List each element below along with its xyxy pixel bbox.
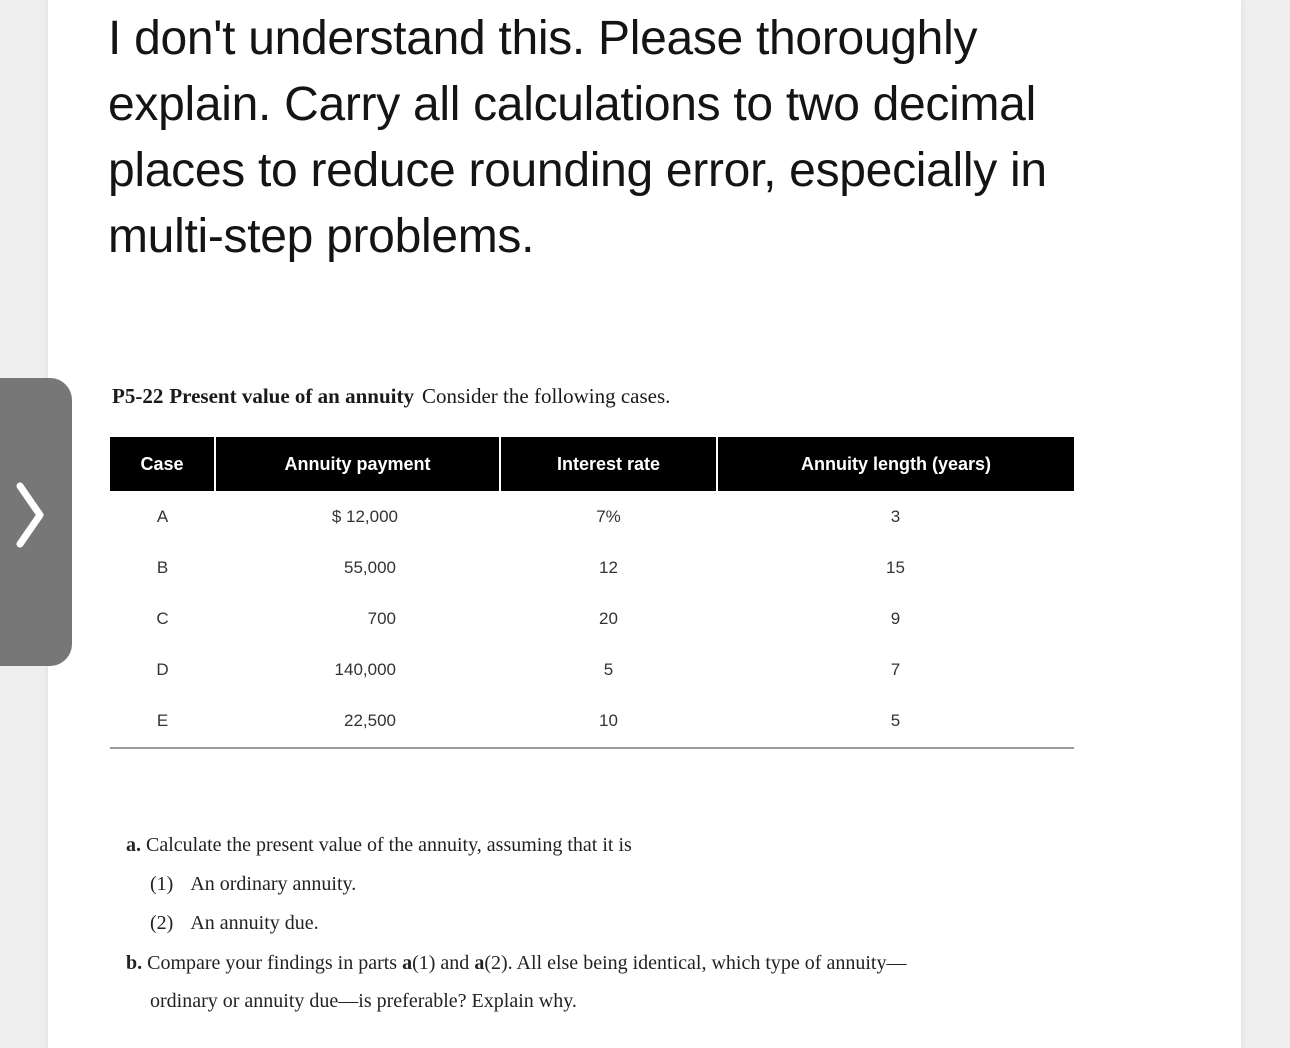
- question-b: [126, 952, 906, 975]
- table-row: [110, 695, 1074, 746]
- header-case: Case: [110, 437, 215, 491]
- table-bottom-rule: [110, 747, 1074, 749]
- question-b-ref2-paren: (2): [484, 952, 508, 974]
- cell-rate: 10: [599, 710, 618, 730]
- cases-table: [110, 437, 1074, 746]
- chevron-right-icon: [10, 480, 50, 550]
- cell-rate: 12: [599, 557, 618, 577]
- question-b-ref2: a: [474, 952, 485, 974]
- problem-title: Present value of an annuity: [169, 384, 414, 408]
- problem-heading: [112, 384, 670, 409]
- question-a2-label: (2): [150, 912, 174, 934]
- problem-description: Consider the following cases.: [421, 384, 671, 408]
- cell-case: A: [156, 506, 169, 526]
- problem-number: P5-22: [112, 384, 164, 408]
- question-b-text-1: Compare your findings in parts: [147, 952, 403, 974]
- side-panel-toggle[interactable]: [0, 378, 72, 666]
- question-prompt: I don't understand this. Please thoroughly explain. Carry all calculations to two decimal places to reduce rounding error, especially in multi-step problems.: [108, 12, 1047, 263]
- cell-length: 9: [890, 608, 901, 628]
- question-b-and: and: [435, 952, 475, 974]
- header-annuity-length: Annuity length (years): [717, 437, 1074, 491]
- table-header-row: [110, 437, 1074, 491]
- cell-length: 15: [886, 557, 905, 577]
- cell-payment: 700: [367, 608, 396, 628]
- question-b-continuation: ordinary or annuity due—is preferable? Explain why.: [150, 990, 577, 1012]
- cell-case: D: [156, 659, 169, 679]
- question-a-label: a.: [126, 834, 141, 856]
- header-interest-rate: Interest rate: [500, 437, 717, 491]
- question-a1-label: (1): [150, 873, 174, 895]
- cell-case: C: [156, 608, 169, 628]
- question-a1: [150, 873, 356, 896]
- table-row: [110, 593, 1074, 644]
- question-a1-text: An ordinary annuity.: [190, 873, 357, 895]
- cell-case: B: [156, 557, 169, 577]
- question-a2-text: An annuity due.: [190, 912, 319, 934]
- cell-rate: 5: [603, 659, 614, 679]
- cell-payment: 140,000: [334, 659, 396, 679]
- table-row: [110, 644, 1074, 695]
- cell-length: 3: [890, 506, 901, 526]
- question-b-text-2: . All else being identical, which type of annuity—: [507, 952, 907, 974]
- cell-length: 7: [890, 659, 901, 679]
- question-b-label: b.: [126, 952, 143, 974]
- question-a2: [150, 912, 319, 935]
- question-a-text: Calculate the present value of the annuity, assuming that it is: [146, 834, 632, 856]
- cell-case: E: [156, 710, 169, 730]
- cell-length: 5: [890, 710, 901, 730]
- cell-rate: 20: [599, 608, 618, 628]
- cell-rate: 7%: [596, 506, 621, 526]
- table-row: [110, 542, 1074, 593]
- cell-payment: 22,500: [344, 710, 396, 730]
- question-b-ref1-paren: (1): [412, 952, 436, 974]
- header-annuity-payment: Annuity payment: [215, 437, 500, 491]
- cell-payment: $ 12,000: [331, 506, 398, 526]
- question-a: [126, 834, 632, 857]
- table-row: [110, 491, 1074, 542]
- cell-payment: 55,000: [344, 557, 396, 577]
- question-b-ref1: a: [402, 952, 413, 974]
